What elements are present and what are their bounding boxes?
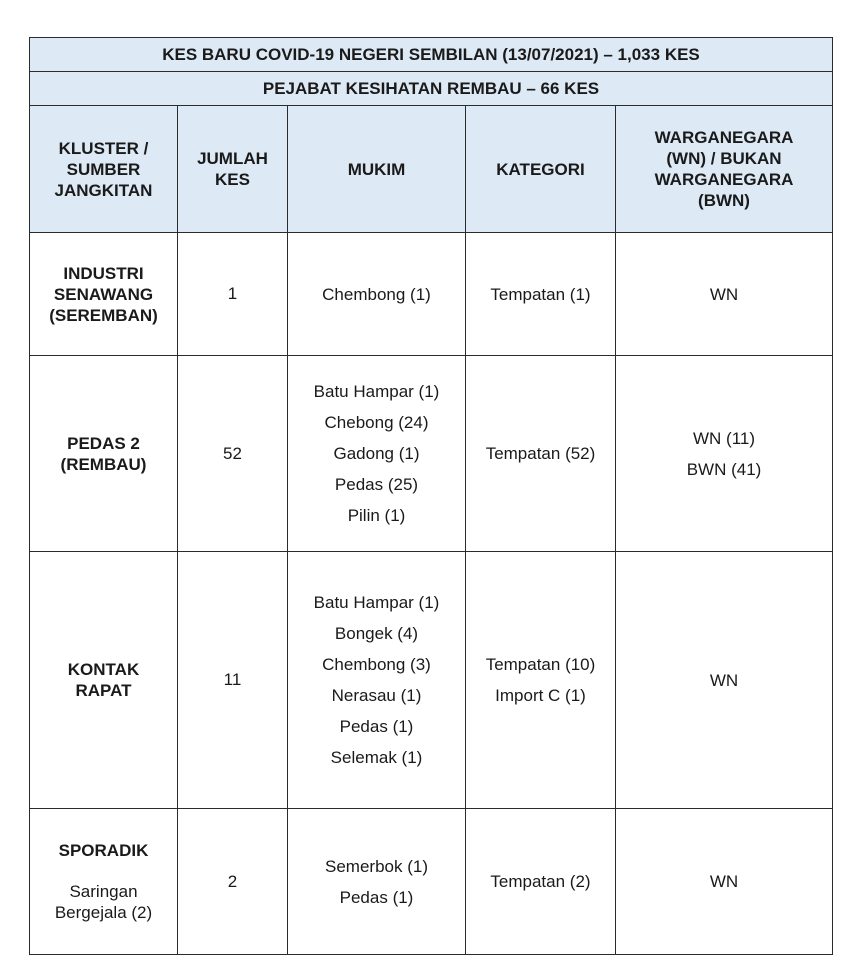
kategori-entry: Tempatan (1)	[490, 284, 591, 304]
cell-warganegara	[616, 233, 833, 356]
header-jumlah-line: JUMLAH	[197, 149, 268, 168]
mukim-entry: Gadong (1)	[333, 444, 420, 463]
cell-mukim-list	[294, 284, 459, 305]
header-jumlah	[178, 106, 288, 233]
cell-warganegara	[616, 356, 833, 552]
cluster-detail-line: Saringan	[69, 882, 138, 901]
table-body	[30, 233, 833, 955]
mukim-entry: Chebong (24)	[324, 413, 429, 432]
cell-kategori	[466, 356, 616, 552]
cluster-name-line: (SEREMBAN)	[49, 305, 158, 325]
mukim-entry: Batu Hampar (1)	[313, 382, 440, 401]
header-mukim: MUKIM	[288, 106, 466, 233]
cell-mukim	[288, 809, 466, 955]
cluster-name-line: RAPAT	[75, 681, 132, 700]
table-row	[30, 356, 833, 552]
mukim-entry: Batu Hampar (1)	[313, 593, 440, 612]
covid-cases-table	[29, 37, 833, 955]
table-row	[30, 233, 833, 356]
header-wn-line: (BWN)	[698, 191, 750, 210]
mukim-entry: Pedas (25)	[334, 475, 419, 494]
header-kluster-line: KLUSTER /	[58, 138, 149, 158]
cell-kluster	[30, 356, 178, 552]
cell-warganegara-list	[622, 284, 826, 305]
mukim-entry: Chembong (3)	[322, 655, 431, 674]
mukim-entry: Nerasau (1)	[331, 686, 422, 705]
mukim-entry: Selemak (1)	[330, 748, 423, 767]
cell-kategori	[466, 552, 616, 809]
cell-jumlah-kes: 1	[178, 233, 288, 356]
cell-kluster	[30, 233, 178, 356]
header-wn-line: WARGANEGARA	[654, 170, 794, 189]
cell-jumlah-kes: 11	[178, 552, 288, 809]
header-kluster-line: JANGKITAN	[54, 180, 153, 200]
mukim-entry: Semerbok (1)	[325, 856, 428, 876]
header-kategori: KATEGORI	[466, 106, 616, 233]
cell-kategori-list	[472, 871, 609, 892]
cell-jumlah-kes: 52	[178, 356, 288, 552]
cluster-name-line: SENAWANG	[53, 284, 154, 304]
cell-warganegara-list	[622, 871, 826, 892]
cluster-name-line: KONTAK	[67, 660, 140, 679]
table-row	[30, 809, 833, 955]
header-wn-line: WARGANEGARA	[654, 128, 794, 147]
cluster-detail-line: Bergejala (2)	[54, 903, 153, 922]
header-jumlah-line: KES	[215, 170, 250, 189]
kategori-entry: Tempatan (2)	[490, 872, 591, 891]
mukim-entry: Chembong (1)	[322, 284, 431, 304]
warganegara-entry: WN	[709, 284, 739, 304]
cell-warganegara-list	[622, 670, 826, 691]
header-wn	[616, 106, 833, 233]
cell-warganegara	[616, 552, 833, 809]
cell-kategori-list	[472, 443, 609, 464]
header-kluster	[30, 106, 178, 233]
warganegara-entry: BWN (41)	[686, 459, 762, 479]
cell-mukim-list	[294, 592, 459, 768]
mukim-entry: Pilin (1)	[347, 506, 406, 525]
warganegara-entry: WN	[709, 670, 739, 690]
cell-warganegara	[616, 809, 833, 955]
kategori-entry: Tempatan (10)	[485, 655, 596, 674]
cell-jumlah-kes: 2	[178, 809, 288, 955]
header-wn-line: (WN) / BUKAN	[666, 149, 782, 168]
title-row	[30, 38, 833, 72]
cell-kluster	[30, 809, 178, 955]
cluster-name-line: (REMBAU)	[60, 454, 147, 474]
cell-warganegara-list	[622, 428, 826, 480]
subtitle-row	[30, 72, 833, 106]
cell-kluster	[30, 552, 178, 809]
mukim-entry: Pedas (1)	[339, 887, 414, 907]
cluster-name-line: INDUSTRI	[63, 263, 144, 283]
kategori-entry: Tempatan (52)	[485, 444, 596, 463]
cell-kategori	[466, 809, 616, 955]
table-row	[30, 552, 833, 809]
mukim-entry: Bongek (4)	[334, 624, 419, 643]
cell-mukim	[288, 356, 466, 552]
cell-kategori	[466, 233, 616, 356]
cell-mukim-list	[294, 381, 459, 526]
cell-kategori-list	[472, 654, 609, 706]
cell-mukim	[288, 552, 466, 809]
cell-mukim	[288, 233, 466, 356]
kategori-entry: Import C (1)	[495, 686, 586, 705]
cell-mukim-list	[294, 856, 459, 908]
table-title: KES BARU COVID-19 NEGERI SEMBILAN (13/07/2021) – 1,033 KES	[30, 38, 833, 72]
table-subtitle: PEJABAT KESIHATAN REMBAU – 66 KES	[30, 72, 833, 106]
cell-kategori-list	[472, 284, 609, 305]
cluster-spacer	[36, 861, 171, 881]
mukim-entry: Pedas (1)	[339, 717, 414, 736]
cluster-name-line: SPORADIK	[58, 841, 149, 860]
warganegara-entry: WN (11)	[692, 428, 755, 448]
cluster-name-line: PEDAS 2	[67, 433, 140, 453]
column-header-row	[30, 106, 833, 233]
header-kluster-line: SUMBER	[66, 159, 141, 179]
warganegara-entry: WN	[709, 872, 739, 891]
